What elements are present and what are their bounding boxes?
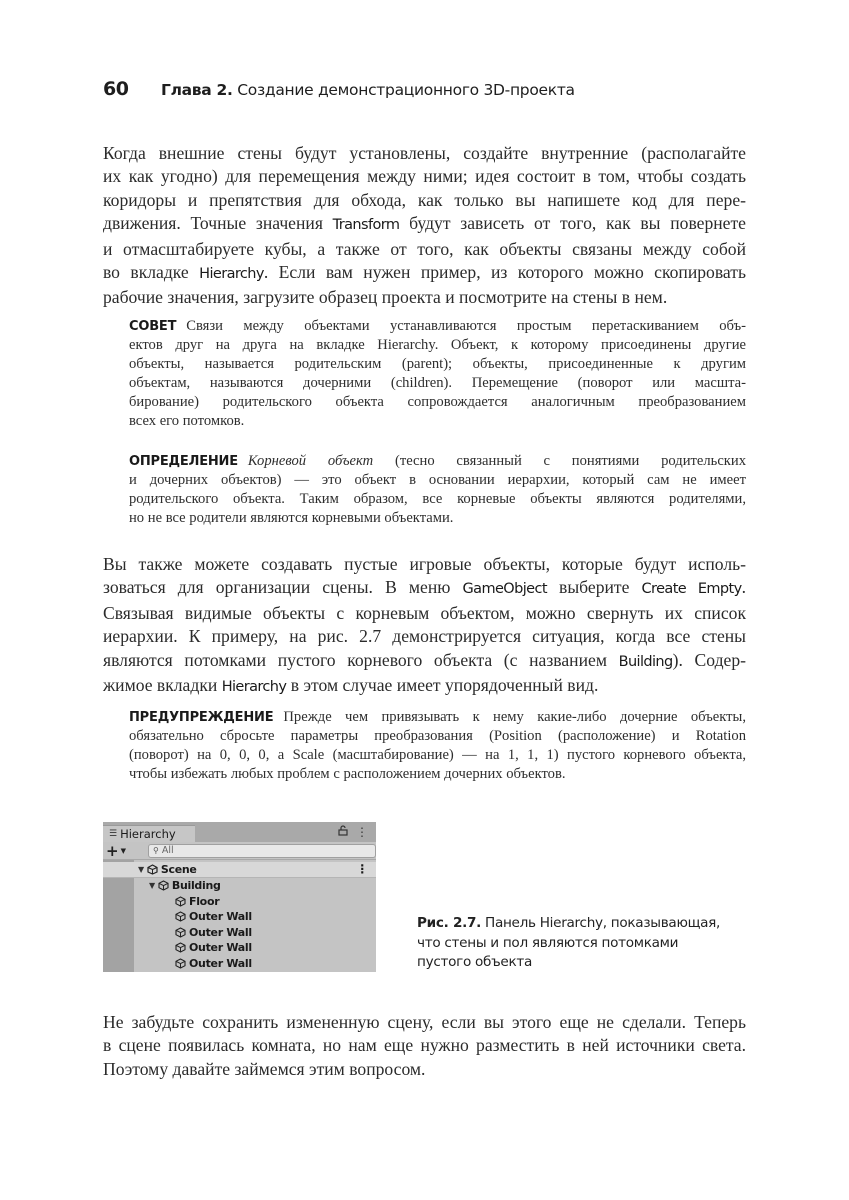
text-line: Не забудьте сохранить измененную сцену, если вы этого еще не сделали. Теперь bbox=[103, 1012, 746, 1032]
text-fragment: движения. Точные значения bbox=[103, 213, 333, 234]
text-line bbox=[103, 674, 746, 699]
tree-item-label: Scene bbox=[160, 862, 197, 876]
text-fragment: жимое вкладки bbox=[103, 675, 222, 696]
text-line: (поворот) на 0, 0, 0, а Scale (масштабирование) — на 1, 1, 1) пустого корневого объекта, bbox=[129, 747, 746, 764]
search-icon: ⚲ bbox=[153, 846, 159, 855]
tree-item-label: Outer Wall bbox=[189, 941, 252, 955]
text-line: коридоры и препятствия для обхода, как только вы напишете код для пере- bbox=[103, 189, 746, 210]
tree-item-outer-wall[interactable] bbox=[103, 909, 376, 925]
text-line: Когда внешние стены будут установлены, создайте внутренние (располагайте bbox=[103, 143, 746, 163]
tree-item-scene[interactable] bbox=[103, 862, 376, 878]
hierarchy-panel-figure bbox=[103, 822, 376, 972]
hierarchy-toolbar bbox=[103, 842, 376, 860]
caption-line: что стены и пол являются потомками bbox=[417, 934, 679, 951]
warning-box bbox=[129, 708, 746, 784]
definition-term: Корневой объект bbox=[247, 453, 374, 469]
hierarchy-tab[interactable] bbox=[103, 825, 195, 842]
text-line: обязательно сбросьте параметры преобразования (Position (расположение) и Rotation bbox=[129, 728, 746, 745]
text-line: объекты, называется родительским (parent); объекты, присоединенные к другим bbox=[129, 356, 746, 373]
text-fragment: являются потомками пустого корневого объекта (с названием bbox=[103, 649, 619, 670]
text-fragment: в этом случае имеет упорядоченный вид. bbox=[286, 675, 599, 696]
term-hierarchy: Hierarchy bbox=[221, 679, 287, 696]
text-line: родительского объекта. Таким образом, все корневые объекты являются родителями, bbox=[129, 491, 746, 508]
term-transform: Transform bbox=[332, 217, 400, 234]
text-fragment: . bbox=[741, 577, 746, 598]
text-line bbox=[103, 649, 746, 674]
text-line: Поэтому давайте займемся этим вопросом. bbox=[103, 1058, 426, 1079]
cube-icon bbox=[175, 896, 186, 907]
lock-icon[interactable] bbox=[338, 825, 348, 839]
text-line bbox=[103, 212, 746, 237]
running-header bbox=[103, 78, 575, 104]
text-line: ектов друг на друга на вкладке Hierarchy. Объект, к которому присоединены другие bbox=[129, 337, 746, 354]
text-line: всех его потомков. bbox=[129, 413, 245, 430]
text-fragment: во вкладке bbox=[103, 262, 200, 283]
figure-caption bbox=[417, 914, 757, 973]
tree-item-label: Outer Wall bbox=[189, 910, 252, 924]
text-line: и отмасштабируете кубы, а также от того, как объекты связаны между собой bbox=[103, 238, 746, 259]
chapter-title bbox=[161, 81, 575, 99]
text-line: иерархии. К примеру, на рис. 2.7 демонстрируется ситуация, когда все стены bbox=[103, 626, 746, 647]
paragraph-walls bbox=[103, 142, 746, 310]
text-fragment: . Если вам нужен пример, из которого можно скопировать bbox=[263, 262, 746, 283]
tab-actions bbox=[338, 825, 368, 839]
tip-label: СОВЕТ bbox=[129, 319, 177, 334]
caption-line: пустого объекта bbox=[417, 954, 533, 971]
cube-icon bbox=[175, 942, 186, 953]
text-line: в сцене появилась комната, но нам еще нужно разместить в ней источники света. bbox=[103, 1035, 746, 1056]
caption-text: Панель Hierarchy, показывающая, bbox=[481, 915, 721, 931]
tree-item-outer-wall[interactable] bbox=[103, 925, 376, 941]
tip-box bbox=[129, 317, 746, 432]
cube-icon bbox=[175, 958, 186, 969]
paragraph-save-scene bbox=[103, 1011, 746, 1081]
tree-item-label: Building bbox=[171, 879, 221, 893]
tree-item-floor[interactable] bbox=[103, 894, 376, 910]
chapter-name: Создание демонстрационного 3D-проекта bbox=[237, 81, 575, 99]
page-number: 60 bbox=[103, 78, 129, 100]
dropdown-arrow-icon: ▼ bbox=[120, 846, 126, 855]
definition-box bbox=[129, 452, 746, 528]
text-line bbox=[103, 576, 746, 601]
text-line: их как угодно) для перемещения между ними; идея состоит в том, чтобы создать bbox=[103, 166, 746, 187]
tree-item-outer-wall[interactable] bbox=[103, 956, 376, 972]
text-line: но не все родители являются корневыми объектами. bbox=[129, 510, 454, 527]
hierarchy-tree bbox=[103, 860, 376, 972]
text-fragment: Прежде чем привязывать к нему какие-либо дочерние объекты, bbox=[283, 709, 746, 725]
term-create-empty: Create Empty bbox=[641, 581, 742, 598]
unity-scene-icon bbox=[147, 864, 158, 875]
text-fragment: зоваться для организации сцены. В меню bbox=[103, 577, 463, 598]
add-button[interactable] bbox=[106, 842, 134, 860]
figure-label: Рис. 2.7. bbox=[417, 915, 481, 931]
search-placeholder: All bbox=[161, 845, 174, 856]
text-line bbox=[129, 317, 746, 336]
paragraph-empty-objects bbox=[103, 553, 746, 699]
hierarchy-tab-label: Hierarchy bbox=[120, 827, 176, 841]
cube-icon bbox=[175, 927, 186, 938]
text-line: Вы также можете создавать пустые игровые объекты, которые будут исполь- bbox=[103, 554, 746, 574]
kebab-menu-icon[interactable]: ⋮ bbox=[356, 862, 368, 877]
hierarchy-tab-bar bbox=[103, 822, 376, 842]
kebab-menu-icon[interactable]: ⋮ bbox=[356, 825, 368, 839]
expand-triangle-icon[interactable]: ▼ bbox=[138, 864, 144, 874]
hierarchy-search-input[interactable] bbox=[148, 844, 376, 858]
text-line bbox=[129, 452, 746, 471]
text-fragment: будут зависеть от того, как вы повернете bbox=[399, 213, 746, 234]
text-line: рабочие значения, загрузите образец проекта и посмотрите на стены в нем. bbox=[103, 287, 668, 308]
list-icon: ☰ bbox=[109, 829, 118, 839]
cube-icon bbox=[175, 911, 186, 922]
text-fragment: выберите bbox=[546, 577, 642, 598]
term-building: Building bbox=[618, 653, 673, 670]
term-hierarchy: Hierarchy bbox=[199, 266, 264, 283]
text-line bbox=[103, 261, 746, 286]
definition-label: ОПРЕДЕЛЕНИЕ bbox=[129, 454, 238, 469]
text-line: бирование) родительского объекта сопровождается аналогичным преобразованием bbox=[129, 394, 746, 411]
tree-item-label: Outer Wall bbox=[189, 925, 252, 939]
text-fragment: Связи между объектами устанавливаются простым перетаскиванием объ- bbox=[186, 318, 746, 334]
tree-item-label: Outer Wall bbox=[189, 956, 252, 970]
tree-item-label: Floor bbox=[189, 894, 220, 908]
text-line: Связывая видимые объекты с корневым объектом, можно свернуть их список bbox=[103, 602, 746, 623]
text-line: чтобы избежать любых проблем с расположением дочерних объектов. bbox=[129, 766, 566, 783]
text-fragment: ). Содер- bbox=[672, 649, 746, 670]
caption-line bbox=[417, 914, 757, 934]
text-line: и дочерних объектов) — это объект в основании иерархии, который сам не имеет bbox=[129, 472, 746, 489]
expand-triangle-icon[interactable]: ▼ bbox=[149, 881, 155, 891]
text-line: объектам, называются дочерними (children). Перемещение (поворот или масшта- bbox=[129, 375, 746, 392]
chapter-label: Глава 2. bbox=[161, 81, 233, 99]
tree-item-building[interactable] bbox=[103, 878, 376, 894]
term-gameobject: GameObject bbox=[462, 581, 547, 598]
text-fragment: (тесно связанный с понятиями родительских bbox=[373, 453, 746, 469]
tree-item-outer-wall[interactable] bbox=[103, 940, 376, 956]
cube-icon bbox=[158, 880, 169, 891]
plus-icon: + bbox=[106, 841, 119, 860]
warning-label: ПРЕДУПРЕЖДЕНИЕ bbox=[129, 710, 274, 725]
text-line bbox=[129, 708, 746, 727]
